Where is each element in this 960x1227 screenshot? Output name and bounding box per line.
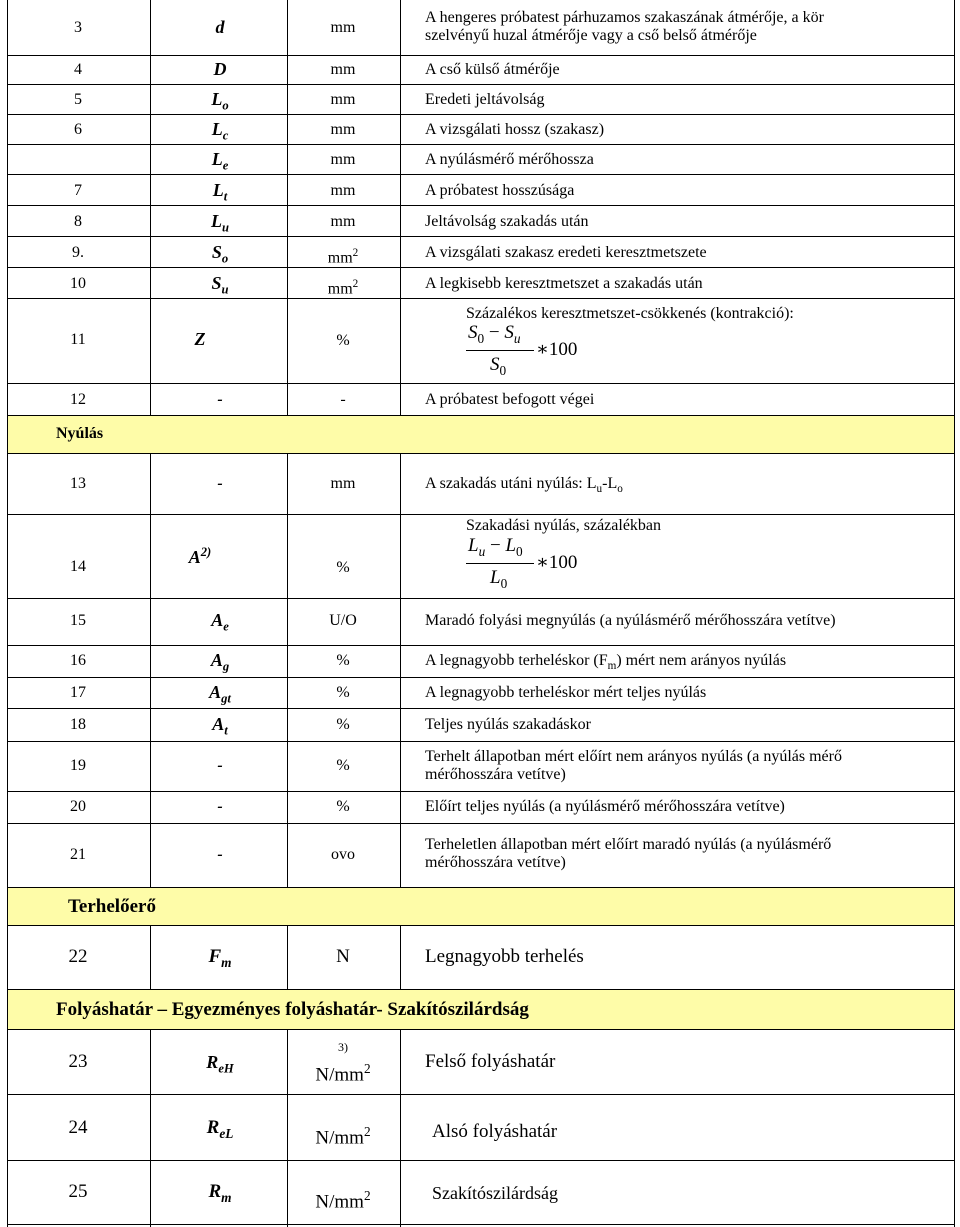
row-description: A vizsgálati hossz (szakasz) — [425, 121, 605, 138]
row-number: 5 — [74, 91, 82, 108]
unit-superscript: 2 — [363, 1124, 371, 1139]
row-divider — [7, 114, 955, 115]
row-symbol: - — [217, 475, 223, 492]
symbol-letter: R — [206, 1052, 219, 1072]
row-description: A vizsgálati szakasz eredeti keresztmetszete — [425, 244, 707, 261]
row-divider — [7, 1224, 955, 1225]
formula-var: L — [490, 567, 501, 588]
col-divider — [400, 0, 401, 415]
row-symbol: Z — [194, 329, 206, 349]
symbol-letter: L — [212, 180, 224, 200]
row-unit: mm — [330, 151, 356, 168]
formula-factor — [536, 551, 577, 574]
row-divider — [7, 741, 955, 742]
row-unit: % — [336, 559, 350, 576]
symbol-subscript: eL — [219, 1125, 234, 1141]
symbol-letter: L — [211, 119, 223, 139]
symbol-letter: S — [211, 273, 222, 293]
formula-factor — [536, 338, 577, 361]
row-symbol — [160, 683, 280, 708]
symbol-subscript: e — [223, 619, 229, 634]
table-border-right — [954, 0, 955, 1227]
symbol-letter: A — [212, 714, 225, 734]
section-heading-nyulas: Nyúlás — [56, 425, 104, 442]
symbol-subscript: e — [222, 158, 229, 173]
unit-superscript: 2 — [352, 278, 359, 290]
row-divider — [7, 174, 955, 175]
row-description: A legkisebb keresztmetszet a szakadás után — [425, 275, 703, 292]
row-number: 3 — [74, 19, 82, 36]
row-unit: % — [336, 716, 350, 733]
row-number: 15 — [70, 612, 86, 629]
row-description: Alsó folyáshatár — [432, 1121, 558, 1142]
symbol-subscript: t — [224, 723, 228, 738]
symbol-subscript: c — [222, 128, 229, 143]
row-divider — [7, 453, 955, 454]
row-description: A legnagyobb terheléskor mért teljes nyúlás — [425, 684, 707, 701]
row-number: 18 — [70, 716, 86, 733]
unit-superscript: 2 — [352, 247, 359, 259]
row-number: 6 — [74, 121, 82, 138]
unit-text: N/mm — [315, 1064, 364, 1086]
symbol-subscript: g — [222, 659, 230, 674]
formula-var: L — [505, 535, 517, 556]
formula-sub: u — [513, 330, 521, 346]
row-divider — [7, 84, 955, 85]
row-symbol — [160, 181, 280, 206]
row-divider — [7, 645, 955, 646]
row-description: Szakítószilárdság — [432, 1183, 558, 1203]
row-unit: mm — [330, 475, 356, 492]
row-description: Jeltávolság szakadás után — [425, 213, 589, 230]
col-divider — [400, 453, 401, 887]
symbol-letter: L — [210, 211, 222, 231]
section-heading-folyashatar: Folyáshatár – Egyezményes folyáshatár- Szakítószilárdság — [56, 999, 529, 1020]
row-number: 23 — [68, 1051, 88, 1072]
symbol-letter: A — [210, 650, 223, 670]
symbol-letter: L — [211, 89, 223, 109]
desc-text: -L — [602, 475, 618, 492]
formula-times: ∗ — [536, 552, 549, 573]
row-description — [425, 475, 623, 498]
symbol-letter: S — [211, 242, 222, 262]
formula-times: ∗ — [536, 339, 549, 360]
row-divider — [7, 514, 955, 515]
row-symbol — [160, 1181, 280, 1209]
row-number: 9. — [72, 244, 84, 261]
row-number: 4 — [74, 61, 82, 78]
symbol-superscript: 2) — [200, 545, 212, 559]
row-symbol — [160, 651, 280, 676]
row-description: Eredeti jeltávolság — [425, 91, 545, 108]
row-divider — [7, 989, 955, 990]
row-unit — [288, 275, 398, 298]
col-divider — [150, 0, 151, 383]
formula-var: S — [504, 322, 514, 343]
row-number: 25 — [68, 1181, 88, 1202]
formula-sub: 0 — [500, 575, 508, 591]
row-unit — [288, 1185, 398, 1213]
col-divider — [287, 453, 288, 887]
row-description: A hengeres próbatest párhuzamos szakaszának átmérője, a kör szelvényű huzal átmérője vagy a cső belső átmérője — [425, 9, 824, 44]
formula-minus: − — [489, 535, 501, 556]
formula-contraction — [466, 322, 606, 380]
row-unit — [288, 1121, 398, 1149]
desc-subscript: u — [596, 483, 603, 496]
row-divider — [7, 298, 955, 299]
table-border-left — [7, 0, 8, 1227]
formula-var: L — [468, 535, 479, 556]
row-symbol — [160, 90, 280, 115]
formula-sub: 0 — [499, 362, 507, 378]
row-divider — [7, 205, 955, 206]
row-divider — [7, 144, 955, 145]
row-unit: % — [336, 684, 350, 701]
desc-text: A szakadás utáni nyúlás: L — [425, 475, 597, 492]
row-divider — [7, 598, 955, 599]
desc-subscript: o — [617, 483, 623, 496]
formula-sub: 0 — [477, 330, 485, 346]
col-divider — [150, 453, 151, 887]
fraction-bar — [466, 563, 534, 564]
formula-var: S — [490, 354, 500, 375]
row-description: Terheletlen állapotban mért előírt maradó nyúlás (a nyúlásmérő mérőhosszára vetítve) — [425, 836, 832, 871]
formula-elongation — [466, 535, 606, 593]
row-divider — [7, 791, 955, 792]
col-divider — [150, 383, 151, 415]
row-description: Teljes nyúlás szakadáskor — [425, 716, 591, 733]
row-divider — [7, 267, 955, 268]
row-symbol — [160, 150, 280, 175]
row-divider — [7, 708, 955, 709]
row-number: 14 — [70, 558, 86, 575]
row-description: Maradó folyási megnyúlás (a nyúlásmérő mérőhosszára vetítve) — [425, 612, 836, 629]
formula-numerator — [468, 322, 521, 347]
desc-text: A legnagyobb terheléskor (F — [425, 652, 608, 669]
row-symbol: D — [213, 59, 227, 79]
row-unit: U/O — [329, 612, 357, 629]
row-unit: % — [336, 652, 350, 669]
row-divider — [7, 823, 955, 824]
unit-text: mm — [327, 280, 353, 298]
row-unit: mm — [330, 19, 356, 36]
row-symbol: - — [217, 757, 223, 774]
unit-text: mm — [327, 249, 353, 267]
row-unit: mm — [330, 182, 356, 199]
formula-sub: u — [478, 543, 486, 559]
row-symbol: - — [217, 391, 223, 408]
formula-numerator — [468, 535, 523, 560]
row-symbol — [160, 1117, 280, 1145]
row-number: 8 — [74, 213, 82, 230]
row-symbol — [160, 611, 280, 636]
row-symbol — [160, 274, 280, 299]
row-divider — [7, 925, 955, 926]
desc-text: ) mért nem arányos nyúlás — [616, 652, 787, 669]
unit-text: N/mm — [315, 1191, 364, 1213]
row-divider — [7, 383, 955, 384]
symbol-subscript: u — [221, 282, 229, 297]
row-number: 10 — [70, 275, 86, 292]
row-unit: ovo — [331, 846, 355, 863]
desc-subscript: m — [607, 660, 617, 673]
symbol-subscript: eH — [218, 1061, 234, 1076]
symbol-subscript: m — [221, 1189, 232, 1205]
row-divider — [7, 1029, 955, 1030]
row-number: 12 — [70, 391, 86, 408]
row-unit — [288, 244, 398, 267]
row-divider — [7, 415, 955, 416]
formula-number: 100 — [548, 339, 578, 360]
row-description — [425, 652, 786, 675]
row-description: Felső folyáshatár — [425, 1051, 556, 1072]
col-divider — [150, 1029, 151, 1227]
unit-superscript: 2 — [363, 1188, 371, 1203]
unit-footnote: 3) — [338, 1040, 348, 1054]
formula-sub: 0 — [516, 543, 523, 559]
row-description: A próbatest hosszúsága — [425, 182, 575, 199]
formula-denominator — [490, 567, 507, 592]
row-number: 21 — [70, 846, 86, 863]
row-description: Legnagyobb terhelés — [425, 946, 584, 967]
row-unit — [288, 1058, 398, 1086]
col-divider — [400, 925, 401, 989]
row-unit: - — [340, 391, 346, 408]
row-number: 20 — [70, 798, 86, 815]
row-unit: N — [336, 946, 350, 967]
row-number: 16 — [70, 652, 86, 669]
symbol-letter: R — [208, 1181, 222, 1202]
row-divider — [7, 1160, 955, 1161]
symbol-subscript: o — [222, 98, 229, 113]
row-unit: mm — [330, 91, 356, 108]
row-number: 11 — [70, 331, 86, 348]
row-unit: mm — [330, 121, 356, 138]
row-symbol — [160, 946, 280, 974]
formula-denominator — [490, 354, 506, 379]
row-number: 17 — [70, 684, 86, 701]
row-symbol: - — [217, 798, 223, 815]
row-unit: mm — [330, 61, 356, 78]
symbol-letter: A — [211, 610, 224, 630]
row-divider — [7, 887, 955, 888]
row-divider — [7, 1094, 955, 1095]
fraction-bar — [466, 350, 534, 351]
formula-var: S — [468, 322, 478, 343]
row-symbol — [160, 212, 280, 237]
row-divider — [7, 55, 955, 56]
row-symbol — [160, 1053, 280, 1078]
symbol-letter: L — [211, 149, 223, 169]
row-divider — [7, 677, 955, 678]
row-unit: % — [336, 798, 350, 815]
row-unit: % — [336, 757, 350, 774]
row-symbol — [160, 715, 280, 740]
row-number: 7 — [74, 182, 82, 199]
symbol-subscript: m — [221, 954, 232, 970]
row-unit: mm — [330, 213, 356, 230]
row-number: 19 — [70, 757, 86, 774]
row-description: A próbatest befogott végei — [425, 391, 595, 408]
row-description: A nyúlásmérő mérőhossza — [425, 151, 594, 168]
symbol-letter: F — [208, 946, 222, 967]
symbol-subscript: gt — [221, 691, 231, 706]
row-symbol — [160, 120, 280, 145]
row-symbol — [160, 243, 280, 268]
col-divider — [150, 925, 151, 989]
symbol-letter: R — [206, 1117, 220, 1138]
row-symbol — [140, 543, 260, 566]
unit-text: N/mm — [315, 1127, 364, 1149]
unit-superscript: 2 — [363, 1061, 371, 1076]
row-description: Előírt teljes nyúlás (a nyúlásmérő mérőhosszára vetítve) — [425, 798, 785, 815]
symbol-letter: A — [188, 547, 201, 567]
row-number: 22 — [68, 946, 88, 967]
row-description: Százalékos keresztmetszet-csökkenés (kontrakció): — [466, 305, 794, 322]
row-description: A cső külső átmérője — [425, 61, 560, 78]
section-band-nyulas — [7, 415, 954, 453]
row-divider — [7, 236, 955, 237]
row-number: 13 — [70, 475, 86, 492]
col-divider — [400, 1029, 401, 1227]
symbol-letter: A — [209, 682, 222, 702]
symbol-subscript: o — [221, 251, 229, 266]
row-number: 24 — [68, 1117, 88, 1138]
symbol-subscript: u — [221, 220, 229, 235]
row-description: Szakadási nyúlás, százalékban — [466, 517, 662, 534]
section-heading-terheloero: Terhelőerő — [68, 896, 156, 917]
row-symbol: d — [215, 17, 225, 37]
row-description: Terhelt állapotban mért előírt nem arányos nyúlás (a nyúlás mérő mérőhosszára vetítve) — [425, 748, 842, 783]
formula-minus: − — [488, 322, 500, 343]
symbol-subscript: t — [223, 189, 228, 204]
row-symbol: - — [217, 846, 223, 863]
row-unit: % — [336, 332, 350, 349]
formula-number: 100 — [548, 552, 578, 573]
